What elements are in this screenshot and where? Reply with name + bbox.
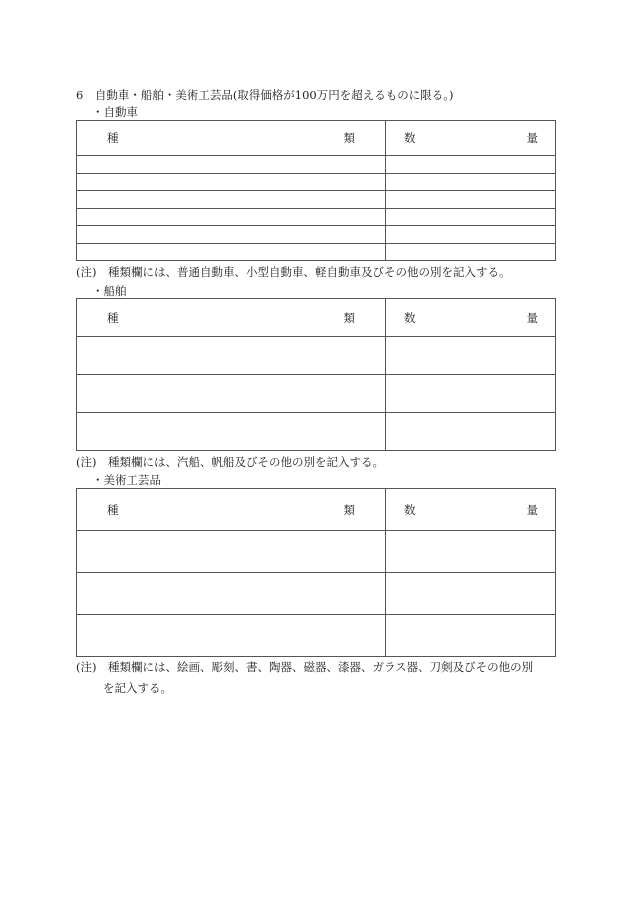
subsection-title-automobile: ・自動車 xyxy=(92,105,138,119)
qty-cell[interactable] xyxy=(386,413,556,451)
table-header-row xyxy=(77,299,556,337)
qty-cell[interactable] xyxy=(386,615,556,657)
kind-cell[interactable] xyxy=(77,337,386,375)
table-row xyxy=(77,375,556,413)
kind-cell[interactable] xyxy=(77,156,386,174)
table-row xyxy=(77,191,556,209)
automobile-table xyxy=(76,120,556,261)
kind-cell[interactable] xyxy=(77,226,386,244)
table-row xyxy=(77,226,556,244)
header-qty-cell xyxy=(386,299,556,337)
header-kind-left: 種 xyxy=(107,131,119,145)
header-qty-right: 量 xyxy=(526,310,538,325)
table-row xyxy=(77,413,556,451)
kind-cell[interactable] xyxy=(77,413,386,451)
header-kind-cell xyxy=(77,489,386,531)
table-row xyxy=(77,244,556,261)
art-table xyxy=(76,488,556,657)
qty-cell[interactable] xyxy=(386,191,556,209)
header-qty-left: 数 xyxy=(404,502,416,517)
qty-cell[interactable] xyxy=(386,573,556,615)
section-heading: 6 自動車・船舶・美術工芸品(取得価格が100万円を超えるものに限る。) xyxy=(76,88,454,102)
kind-cell[interactable] xyxy=(77,615,386,657)
header-kind-right: 類 xyxy=(343,310,355,325)
header-qty-left: 数 xyxy=(404,310,416,325)
header-qty-left: 数 xyxy=(404,131,416,145)
note-ship: (注) 種類欄には、汽船、帆船及びその他の別を記入する。 xyxy=(76,455,384,469)
header-qty-cell xyxy=(386,121,556,156)
table-row xyxy=(77,209,556,226)
kind-cell[interactable] xyxy=(77,191,386,209)
table-row xyxy=(77,174,556,191)
kind-cell[interactable] xyxy=(77,375,386,413)
ship-table xyxy=(76,298,556,451)
table-row xyxy=(77,615,556,657)
table-header-row xyxy=(77,489,556,531)
subsection-title-art: ・美術工芸品 xyxy=(92,473,161,487)
kind-cell[interactable] xyxy=(77,573,386,615)
table-row xyxy=(77,531,556,573)
header-kind-cell xyxy=(77,299,386,337)
header-kind-right: 類 xyxy=(343,131,355,145)
kind-cell[interactable] xyxy=(77,209,386,226)
header-qty-cell xyxy=(386,489,556,531)
note-art-continued: を記入する。 xyxy=(103,681,172,695)
qty-cell[interactable] xyxy=(386,531,556,573)
kind-cell[interactable] xyxy=(77,531,386,573)
qty-cell[interactable] xyxy=(386,156,556,174)
header-qty-right: 量 xyxy=(526,502,538,517)
qty-cell[interactable] xyxy=(386,337,556,375)
subsection-title-ship: ・船舶 xyxy=(92,284,127,298)
table-row xyxy=(77,573,556,615)
table-header-row xyxy=(77,121,556,156)
kind-cell[interactable] xyxy=(77,174,386,191)
note-art: (注) 種類欄には、絵画、彫刻、書、陶器、磁器、漆器、ガラス器、刀剣及びその他の別 xyxy=(76,660,534,674)
qty-cell[interactable] xyxy=(386,226,556,244)
header-kind-cell xyxy=(77,121,386,156)
qty-cell[interactable] xyxy=(386,244,556,261)
table-row xyxy=(77,337,556,375)
header-kind-right: 類 xyxy=(343,502,355,517)
qty-cell[interactable] xyxy=(386,209,556,226)
qty-cell[interactable] xyxy=(386,375,556,413)
table-row xyxy=(77,156,556,174)
qty-cell[interactable] xyxy=(386,174,556,191)
note-automobile: (注) 種類欄には、普通自動車、小型自動車、軽自動車及びその他の別を記入する。 xyxy=(76,265,511,279)
header-kind-left: 種 xyxy=(107,310,119,325)
header-kind-left: 種 xyxy=(107,502,119,517)
header-qty-right: 量 xyxy=(526,131,538,145)
kind-cell[interactable] xyxy=(77,244,386,261)
